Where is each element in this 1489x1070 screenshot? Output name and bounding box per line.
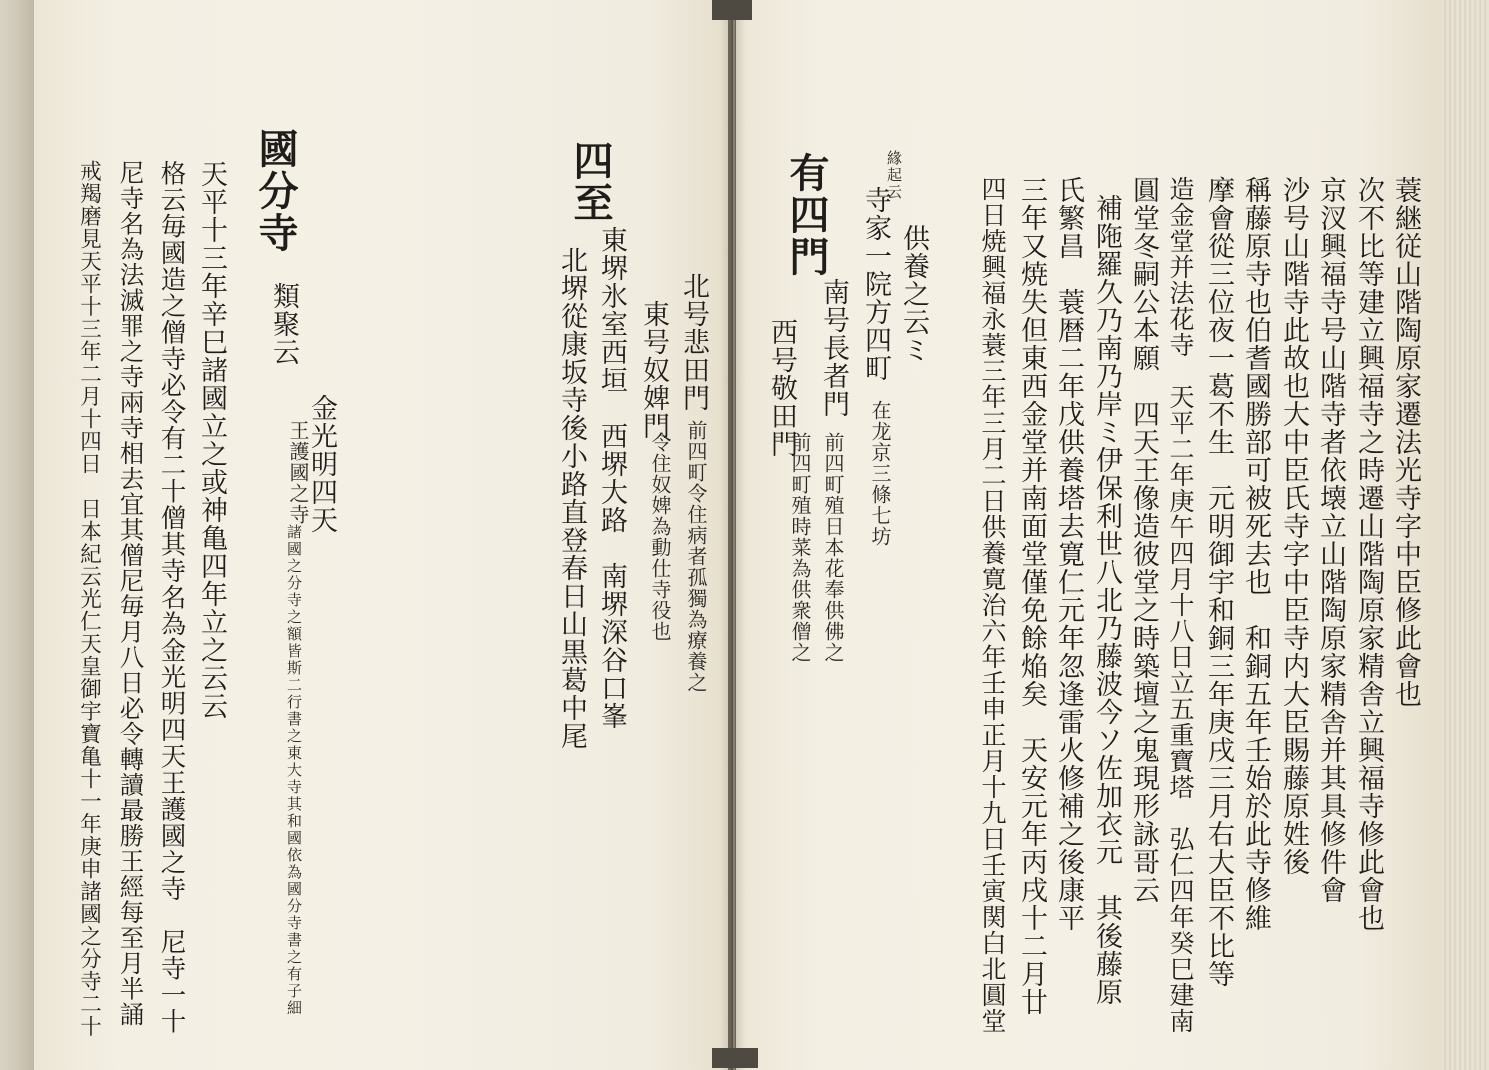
kokubunji-name-heading: 金光明四天	[306, 394, 337, 534]
four-gates-title: 有四門	[783, 152, 830, 278]
gate-east-note: 令住奴婢為動仕寺役也	[648, 432, 672, 642]
temple-house-heading: 寺家一院方四町	[860, 186, 891, 382]
ruiju-label: 類聚云	[268, 282, 299, 366]
gate-west-note: 前四町殖時菜為供衆僧之	[788, 432, 812, 663]
right-text-column-3: 京汊興福寺号山階寺者依壊立山階陶原家精舎并其具修件會	[1315, 176, 1346, 904]
offering-note: 供養之云ミ	[898, 224, 929, 364]
limit-north: 北堺從康坂寺後小路直登春日山黒葛中尾	[556, 246, 587, 750]
right-text-column-5: 稱藤原寺也伯耆國勝部可被死去也 和銅五年壬始於此寺修維	[1240, 176, 1271, 932]
binding-tab-bottom	[712, 1048, 758, 1068]
gate-south-name: 南号長者門	[818, 278, 849, 418]
gate-south-note: 前四町殖日本花奉供佛之	[821, 432, 845, 663]
left-text-column-2: 格云毎國造之僧寺必令有二十僧其寺名為金光明四天王護國之寺 尼寺一十	[156, 160, 187, 1035]
left-text-column-1: 天平十三年辛巳諸國立之或神亀四年立之云云	[196, 160, 227, 720]
kokubunji-title: 國分寺	[252, 128, 299, 254]
binding-tab-top	[712, 0, 752, 20]
right-text-column-7: 造金堂并法花寺 天平二年庚午四月十八日立五重寶塔 弘仁四年癸巳建南	[1166, 176, 1195, 1034]
right-text-column-2: 次不比等建立興福寺之時遷山階陶原家精舎立興福寺修此會也	[1353, 176, 1384, 932]
gate-east-name: 東号奴婢門	[638, 300, 669, 440]
engi-label: 緣起云	[885, 150, 903, 201]
gate-north-name: 北号悲田門	[678, 272, 709, 412]
left-text-column-4: 戒羯磨見天平十三年二月十四日 日本紀云光仁天皇御宇寶亀十一年庚申諸國之分寺二十	[76, 160, 102, 1038]
left-text-column-3: 尼寺名為法滅罪之寺兩寺相去宜其僧尼毎月八日必令轉讀最勝王經每至月半誦	[116, 160, 146, 1027]
left-cover-edge	[0, 0, 34, 1070]
temple-location-note: 在龙京三條七坊	[868, 400, 892, 547]
right-page-stack-edge	[1442, 0, 1489, 1070]
kokubunji-name-heading-2: 王護國之寺	[286, 420, 310, 525]
gate-west-name: 西号敬田門	[766, 318, 797, 458]
right-text-column-1: 蓑継従山階陶原家遷法光寺字中臣修此會也	[1390, 176, 1421, 708]
right-text-column-8: 圓堂冬嗣公本願 四天王像造彼堂之時築壇之鬼現形詠哥云	[1128, 176, 1159, 904]
right-text-column-6: 摩會從三位夜一葛不生 元明御宇和銅三年庚戌三月右大臣不比等	[1203, 176, 1234, 988]
right-text-column-4: 沙号山階寺此故也大中臣氏寺字中臣寺内大臣賜藤原姓後	[1278, 176, 1309, 876]
gate-north-note: 前四町令住病者孤獨為療養之	[684, 420, 708, 693]
right-text-column-12: 四日焼興福永蓑三年三月二日供養寛治六年壬申正月十九日壬寅関白北圓堂	[978, 176, 1007, 1034]
right-text-column-10: 氏繁昌 蓑暦二年戊供養塔去寛仁元年忽逢雷火修補之後康平	[1053, 176, 1084, 932]
binding-thread	[733, 0, 735, 1070]
four-limits-title: 四至	[567, 140, 614, 224]
right-text-column-11: 三年又焼失但東西金堂并南面堂僅免餘焔矣 天安元年丙戌十二月廿	[1016, 176, 1047, 1016]
right-text-column-9: 補陁羅久乃南乃岸ミ伊保利世八北乃藤波今ソ佐加衣元 其後藤原	[1091, 194, 1122, 1006]
kokubunji-name-note: 諸國之分寺之額皆斯二行書之東大寺其和國依為國分寺書之有子細	[285, 524, 303, 1017]
limit-east-west-south: 東堺氷室西垣 西堺大路 南堺深谷口峯	[596, 226, 627, 730]
